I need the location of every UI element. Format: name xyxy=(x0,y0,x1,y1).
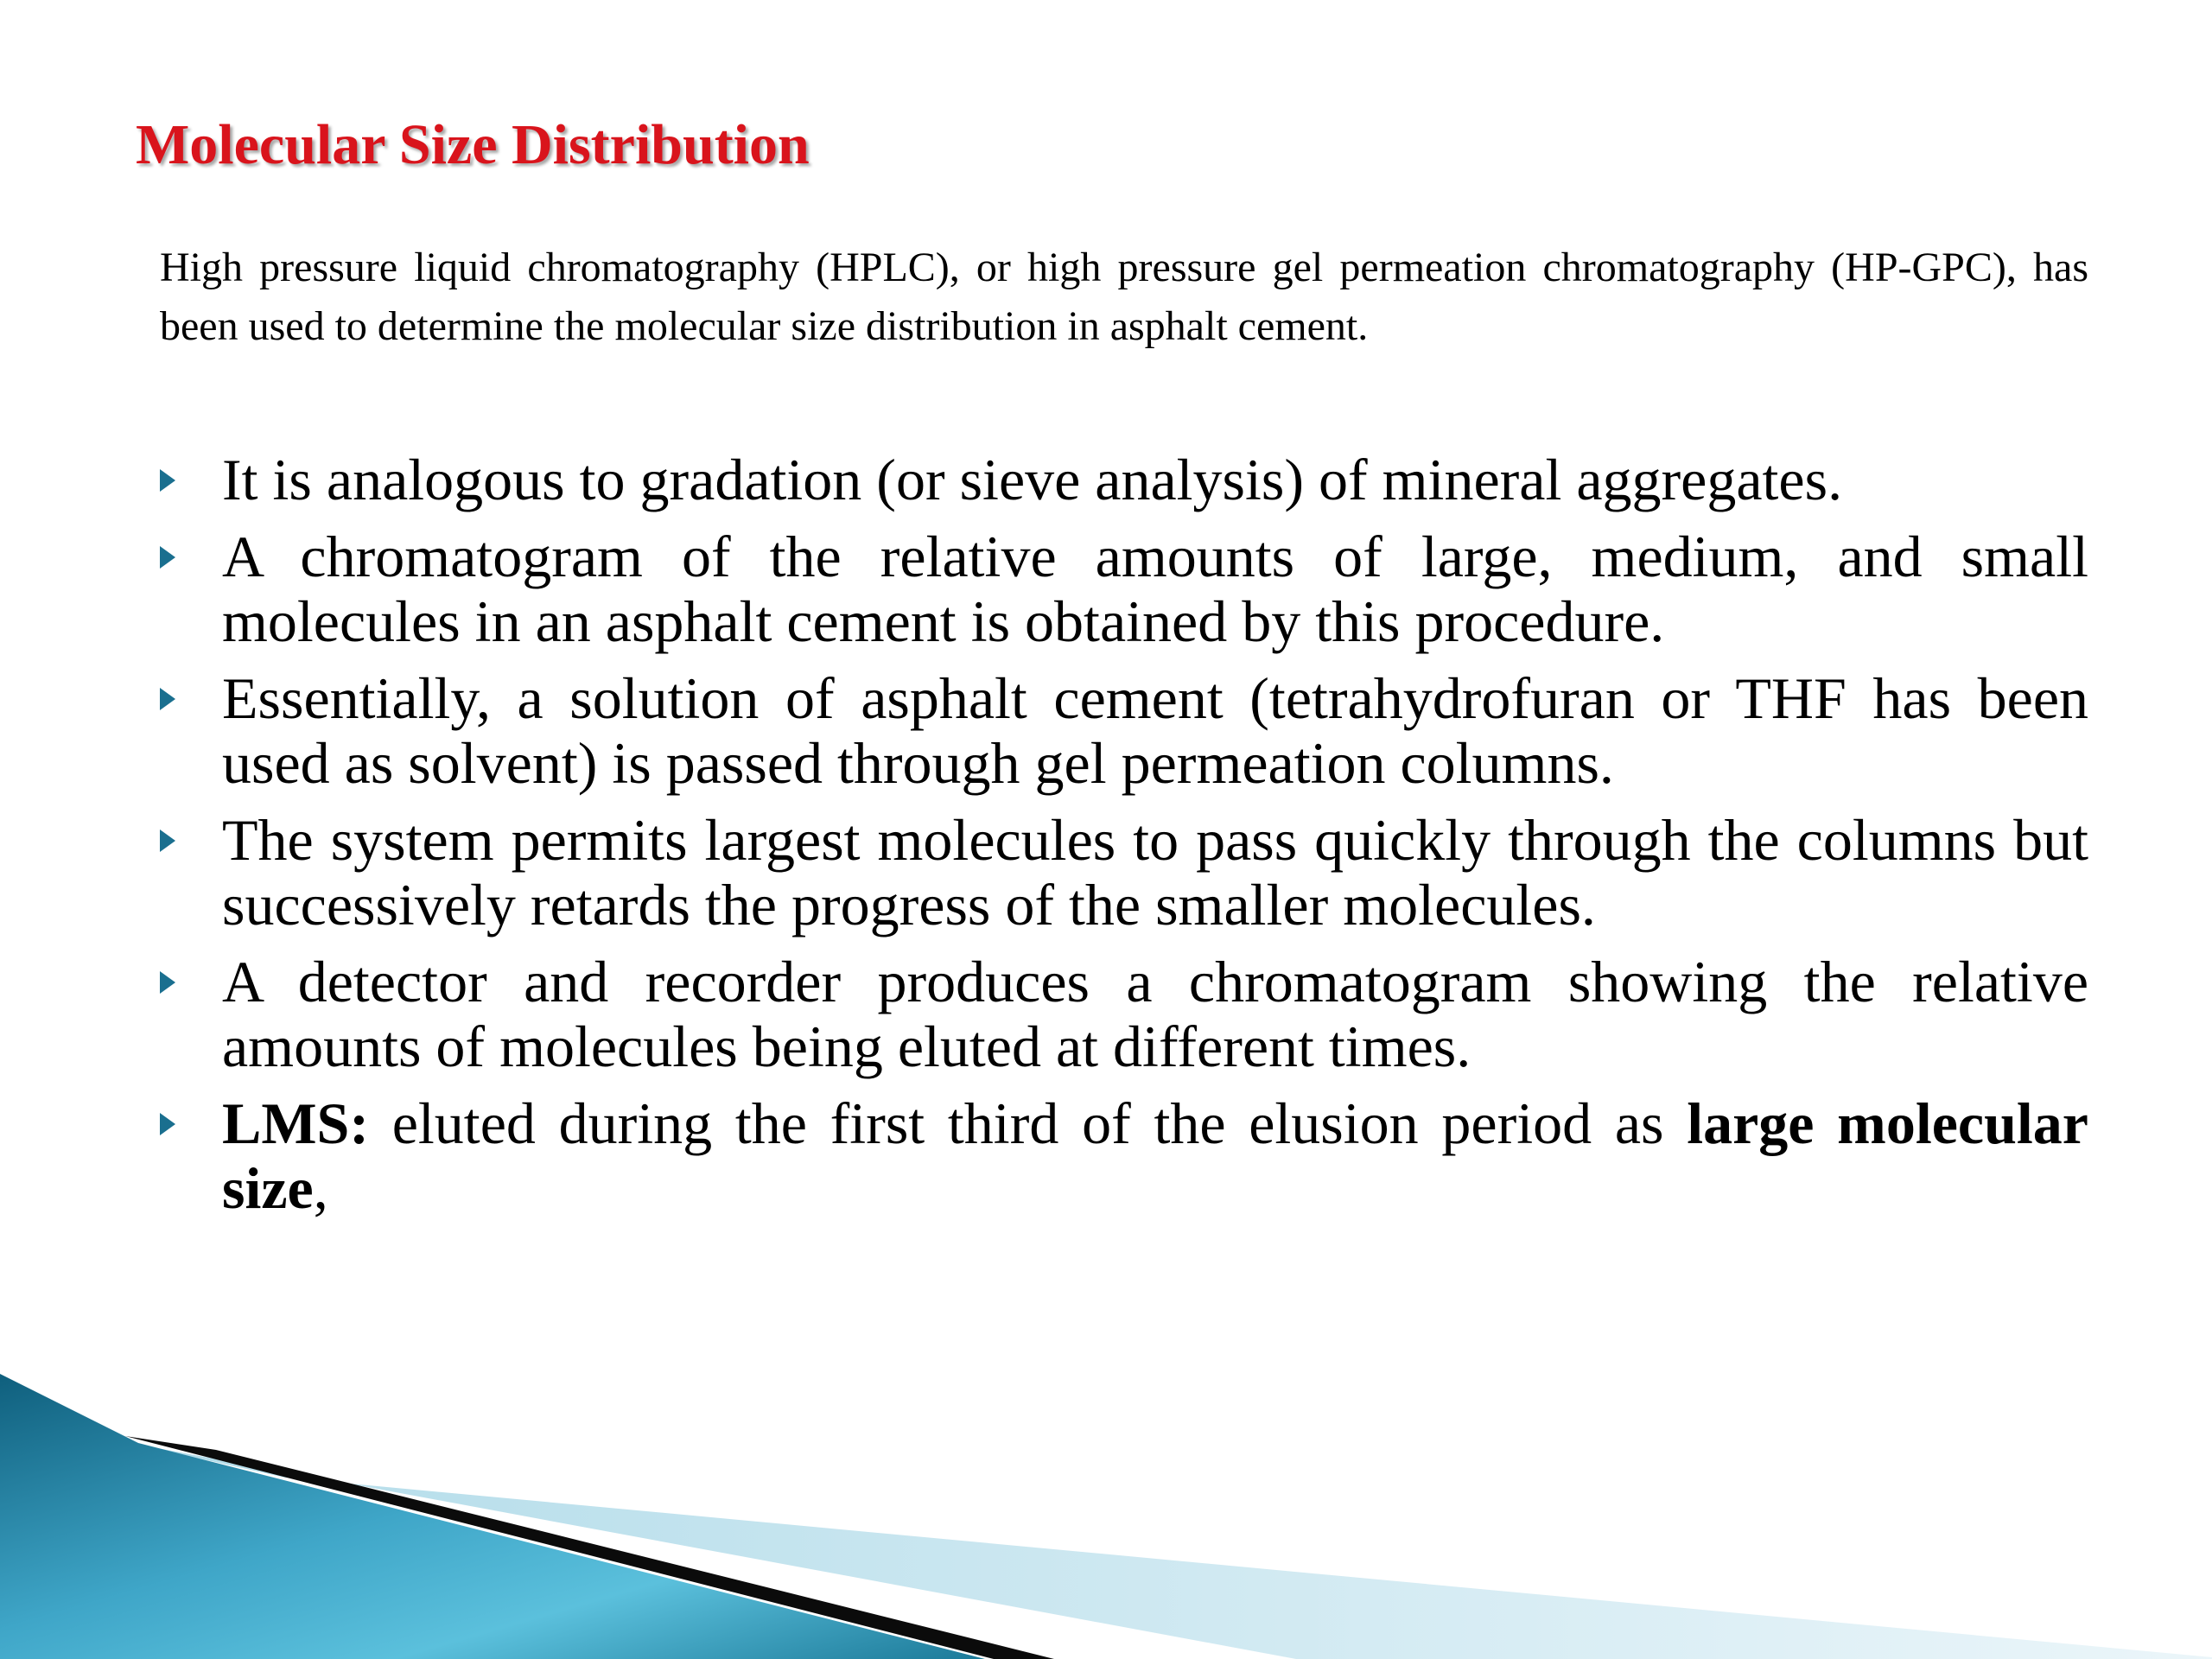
lms-label: LMS: xyxy=(222,1090,369,1156)
triangle-right-icon xyxy=(160,808,222,873)
triangle-right-icon xyxy=(160,666,222,731)
triangle-right-icon xyxy=(160,524,222,589)
bullet-text: Essentially, a solution of asphalt cement (tetrahydrofuran or THF has been used as solvent) is passed through gel permeation columns. xyxy=(222,665,2088,796)
lms-emphasis: large molecular size xyxy=(222,1090,2088,1221)
bullet-item xyxy=(160,448,2088,512)
bullet-list xyxy=(160,448,2088,1233)
intro-paragraph: High pressure liquid chromatography (HPLC), or high pressure gel permeation chromatography (HP-GPC), has been used to determine the molecular size distribution in asphalt cement. xyxy=(160,245,2088,349)
lms-tail: , xyxy=(313,1155,328,1221)
lms-description: eluted during the first third of the elusion period as xyxy=(369,1090,1688,1156)
bullet-text: It is analogous to gradation (or sieve analysis) of mineral aggregates. xyxy=(222,447,1843,512)
slide-title: Molecular Size Distribution xyxy=(136,113,810,176)
bullet-text: A chromatogram of the relative amounts of large, medium, and small molecules in an asphalt cement is obtained by this procedure. xyxy=(222,524,2088,654)
bullet-text: A detector and recorder produces a chromatogram showing the relative amounts of molecules being eluted at different times. xyxy=(222,949,2088,1079)
bullet-item xyxy=(160,524,2088,654)
triangle-right-icon xyxy=(160,950,222,1014)
triangle-right-icon xyxy=(160,448,222,512)
bullet-text: The system permits largest molecules to pass quickly through the columns but successively retards the progress of the smaller molecules. xyxy=(222,807,2088,938)
footer-swoosh-decoration xyxy=(0,1374,2212,1659)
bullet-item xyxy=(160,808,2088,938)
triangle-right-icon xyxy=(160,1091,222,1156)
bullet-item xyxy=(160,950,2088,1079)
bullet-item xyxy=(160,1091,2088,1221)
bullet-item xyxy=(160,666,2088,796)
bullet-text-lms xyxy=(222,1091,2088,1221)
